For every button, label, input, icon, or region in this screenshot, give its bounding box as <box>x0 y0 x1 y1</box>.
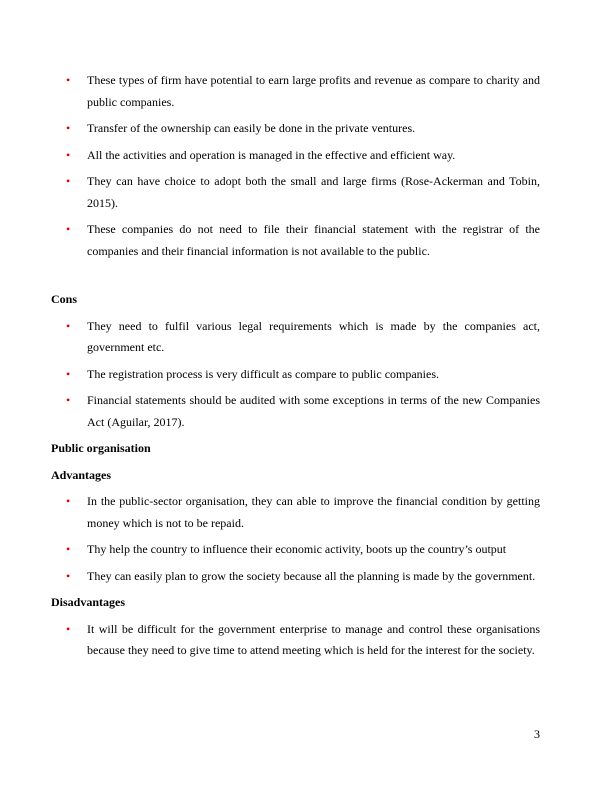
list-item: • These types of firm have potential to earn large profits and revenue as compare to charity and public companies. <box>51 70 540 113</box>
list-item: • They can have choice to adopt both the small and large firms (Rose-Ackerman and Tobin, 2015). <box>51 171 540 214</box>
bullet-icon: • <box>66 366 71 381</box>
bullet-icon: • <box>66 568 71 583</box>
list-item: • Transfer of the ownership can easily be done in the private ventures. <box>51 118 540 140</box>
bullet-icon: • <box>66 494 71 508</box>
pros-list <box>51 70 540 262</box>
cons-list <box>51 316 540 434</box>
bullet-icon: • <box>66 393 71 407</box>
bullet-icon: • <box>66 621 71 636</box>
list-item: • Financial statements should be audited with some exceptions in terms of the new Companies Act (Aguilar, 2017). <box>51 390 540 433</box>
advantages-list <box>51 491 540 587</box>
disadvantages-list <box>51 619 540 662</box>
bullet-icon: • <box>66 318 71 333</box>
bullet-icon: • <box>66 174 71 188</box>
list-item: • It will be difficult for the government enterprise to manage and control these organisations because they need to give time to attend meeting which is held for the interest for the society. <box>51 619 540 662</box>
disadvantages-heading: Disadvantages <box>51 595 126 609</box>
advantages-heading: Advantages <box>51 467 112 482</box>
list-item: • They can easily plan to grow the society because all the planning is made by the government. <box>51 566 540 588</box>
bullet-icon: • <box>66 222 71 236</box>
bullet-icon: • <box>66 542 71 556</box>
list-item: • In the public-sector organisation, they can able to improve the financial condition by getting money which is not to be repaid. <box>51 491 540 534</box>
page-number: 3 <box>534 727 540 741</box>
cons-heading: Cons <box>51 292 78 306</box>
list-item: • Thy help the country to influence their economic activity, boots up the country’s output <box>51 539 540 561</box>
bullet-icon: • <box>66 147 71 162</box>
list-item: • These companies do not need to file their financial statement with the registrar of the companies and their financial information is not available to the public. <box>51 219 540 262</box>
page-content <box>51 70 540 667</box>
section-spacer <box>51 267 540 289</box>
list-item: • They need to fulfil various legal requirements which is made by the companies act, government etc. <box>51 316 540 359</box>
public-organisation-heading: Public organisation <box>51 441 151 455</box>
list-item: • All the activities and operation is managed in the effective and efficient way. <box>51 145 540 167</box>
bullet-icon: • <box>66 121 71 135</box>
bullet-icon: • <box>66 73 71 87</box>
list-item: • The registration process is very difficult as compare to public companies. <box>51 364 540 386</box>
